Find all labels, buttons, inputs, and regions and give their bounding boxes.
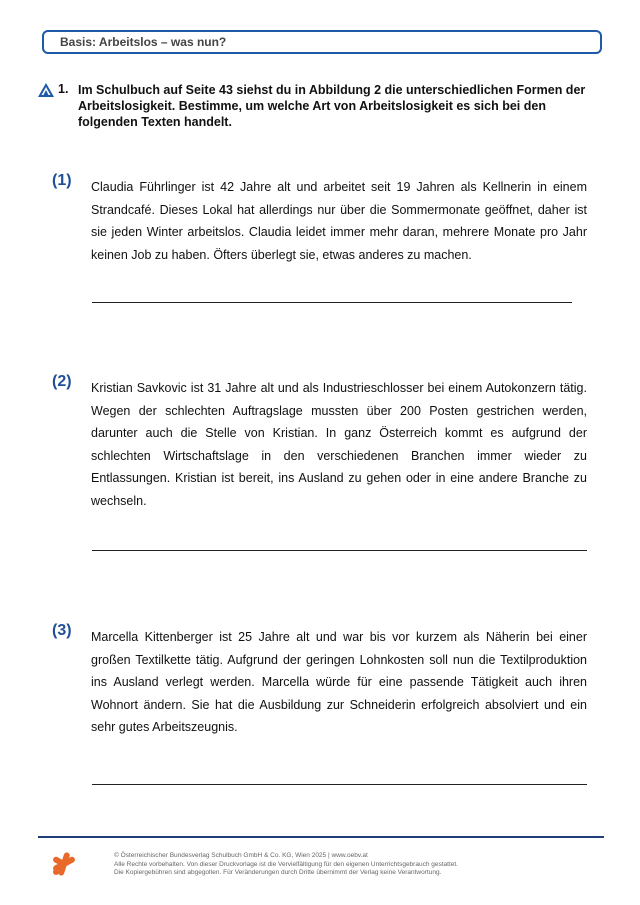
answer-line-3[interactable] bbox=[92, 784, 587, 785]
footer-line: © Österreichischer Bundesverlag Schulbuch GmbH & Co. KG, Wien 2025 | www.oebv.at bbox=[114, 852, 368, 859]
footer-divider bbox=[38, 836, 604, 838]
answer-line-2[interactable] bbox=[92, 550, 587, 551]
item-number: (3) bbox=[52, 622, 72, 639]
item-text: Claudia Führlinger ist 42 Jahre alt und arbeitet seit 19 Jahren als Kellnerin in einem Strandcafé. Dieses Lokal hat allerdings nur über die Sommermonate geöffnet, daher ist sie jeden Winter arbeitslos. Claudia leidet immer mehr daran, mehrere Monate pro Jahr keinen Job zu haben. Öfters überlegt sie, etwas anderes zu machen. bbox=[91, 180, 587, 262]
page-title: Basis: Arbeitslos – was nun? bbox=[60, 35, 227, 49]
item-number: (1) bbox=[52, 172, 72, 189]
footer-line: Alle Rechte vorbehalten. Von dieser Druckvorlage ist die Vervielfältigung für den eigenen Unterrichtsgebrauch gestattet. bbox=[114, 860, 458, 868]
difficulty-triangle-icon bbox=[38, 83, 54, 97]
footer-copyright bbox=[114, 852, 458, 878]
item-number: (2) bbox=[52, 373, 72, 390]
item-text: Kristian Savkovic ist 31 Jahre alt und als Industrieschlosser bei einem Autokonzern tätig. Wegen der schlechten Auftragslage mussten über 200 Posten gestrichen werden, darunter auch die Stelle von Kristian. In ganz Österreich kommt es aufgrund der schlechten Wirtschaftslage in den verschiedenen Branchen immer wieder zu Entlassungen. Kristian ist bereit, ins Ausland zu gehen oder in eine andere Branche zu wechseln. bbox=[91, 381, 587, 508]
task-text: Im Schulbuch auf Seite 43 siehst du in Abbildung 2 die unterschiedlichen Formen der Arbeitslosigkeit. Bestimme, um welche Art von Arbeitslosigkeit es sich bei den folgenden Texten handelt. bbox=[78, 83, 586, 129]
footer-line: Die Kopiergebühren sind abgegolten. Für Veränderungen durch Dritte übernimmt der Verlag keine Verantwortung. bbox=[114, 869, 442, 877]
answer-line-1[interactable] bbox=[92, 302, 572, 303]
header-box bbox=[42, 30, 602, 54]
oebv-logo-icon bbox=[50, 850, 78, 878]
task-number: 1. bbox=[58, 82, 69, 96]
item-text: Marcella Kittenberger ist 25 Jahre alt und war bis vor kurzem als Näherin bei einer großen Textilkette tätig. Aufgrund der geringen Lohnkosten soll nun die Textilproduktion ins Ausland verlegt werden. Marcella würde für eine passende Tätigkeit auch ihren Wohnort ändern. Sie hat die Ausbildung zur Schneiderin erfolgreich absolviert und ein sehr gutes Arbeitszeugnis. bbox=[91, 630, 587, 734]
